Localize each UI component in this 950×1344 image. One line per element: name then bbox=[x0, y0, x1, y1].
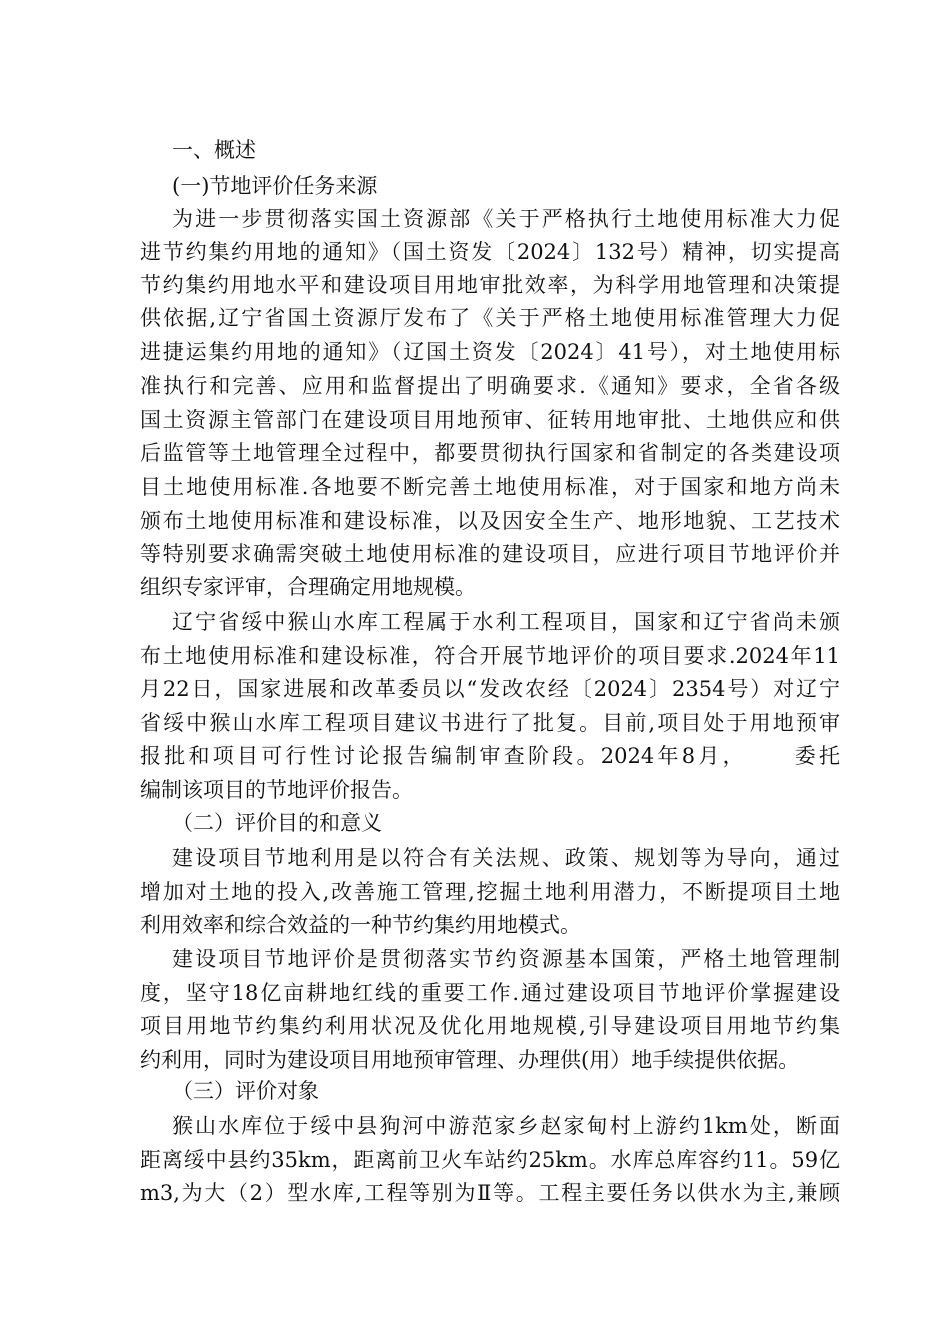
paragraph-line: 建设项目节地利用是以符合有关法规、政策、规划等为导向，通过 bbox=[172, 846, 840, 870]
paragraph-line: 辽宁省绥中猴山水库工程属于水利工程项目，国家和辽宁省尚未颁 bbox=[172, 610, 840, 634]
paragraph-line: 项目用地节约集约利用状况及优化用地规模,引导建设项目用地节约集 bbox=[140, 1014, 840, 1038]
paragraph-line: 等特别要求确需突破土地使用标准的建设项目，应进行项目节地评价并 bbox=[140, 542, 840, 566]
paragraph-line: 利用效率和综合效益的一种节约集约用地模式。 bbox=[140, 913, 581, 937]
subsection-heading-object: （三）评价对象 bbox=[172, 1079, 319, 1103]
paragraph-line: 供依据,辽宁省国土资源厅发布了《关于严格土地使用标准管理大力促 bbox=[140, 306, 840, 330]
paragraph-line: 进节约集约用地的通知》（国土资发〔2024〕132号）精神，切实提高 bbox=[140, 240, 840, 264]
paragraph-line: 建设项目节地评价是贯彻落实节约资源基本国策，严格土地管理制 bbox=[172, 947, 840, 971]
paragraph-line: 省绥中猴山水库工程项目建议书进行了批复。目前,项目处于用地预审 bbox=[140, 711, 840, 735]
paragraph-line: 颁布土地使用标准和建设标准，以及因安全生产、地形地貌、工艺技术 bbox=[140, 509, 840, 533]
paragraph-line: 增加对土地的投入,改善施工管理,挖掘土地利用潜力，不断提项目土地 bbox=[140, 880, 840, 904]
paragraph-line: 报批和项目可行性讨论报告编制审查阶段。2024年8月， 委托 bbox=[140, 744, 840, 768]
paragraph-line: 距离绥中县约35km，距离前卫火车站约25km。水库总库容约11。59亿 bbox=[140, 1148, 840, 1172]
paragraph-line: 国土资源主管部门在建设项目用地预审、征转用地审批、土地供应和供 bbox=[140, 408, 840, 432]
subsection-heading-task-source: (一)节地评价任务来源 bbox=[172, 174, 378, 198]
paragraph-line: 组织专家评审，合理确定用地规模。 bbox=[140, 575, 476, 599]
subsection-heading-purpose: （二）评价目的和意义 bbox=[172, 811, 382, 835]
section-heading-overview: 一、概述 bbox=[172, 138, 256, 162]
paragraph-line: 布土地使用标准和建设标准，符合开展节地评价的项目要求.2024年11 bbox=[140, 644, 840, 668]
paragraph-line: 编制该项目的节地评价报告。 bbox=[140, 778, 413, 802]
paragraph-line: 为进一步贯彻落实国土资源部《关于严格执行土地使用标准大力促 bbox=[172, 207, 840, 231]
paragraph-line: m3,为大（2）型水库,工程等别为Ⅱ等。工程主要任务以供水为主,兼顾 bbox=[140, 1181, 840, 1205]
paragraph-line: 约利用，同时为建设项目用地预审管理、办理供(用）地手续提供依据。 bbox=[140, 1048, 800, 1072]
paragraph-line: 猴山水库位于绥中县狗河中游范家乡赵家甸村上游约1km处，断面 bbox=[172, 1114, 840, 1138]
paragraph-line: 目土地使用标准.各地要不断完善土地使用标准，对于国家和地方尚未 bbox=[140, 475, 840, 499]
paragraph-line: 准执行和完善、应用和监督提出了明确要求.《通知》要求，全省各级 bbox=[140, 374, 840, 398]
paragraph-line: 进捷运集约用地的通知》（辽国土资发〔2024〕41号），对土地使用标 bbox=[140, 340, 840, 364]
paragraph-line: 度，坚守18亿亩耕地红线的重要工作.通过建设项目节地评价掌握建设 bbox=[140, 981, 840, 1005]
paragraph-line: 月22日，国家进展和改革委员以“发改农经〔2024〕2354号）对辽宁 bbox=[140, 677, 840, 701]
paragraph-line: 节约集约用地水平和建设项目用地审批效率，为科学用地管理和决策提 bbox=[140, 273, 840, 297]
paragraph-line: 后监管等土地管理全过程中，都要贯彻执行国家和省制定的各类建设项 bbox=[140, 441, 840, 465]
